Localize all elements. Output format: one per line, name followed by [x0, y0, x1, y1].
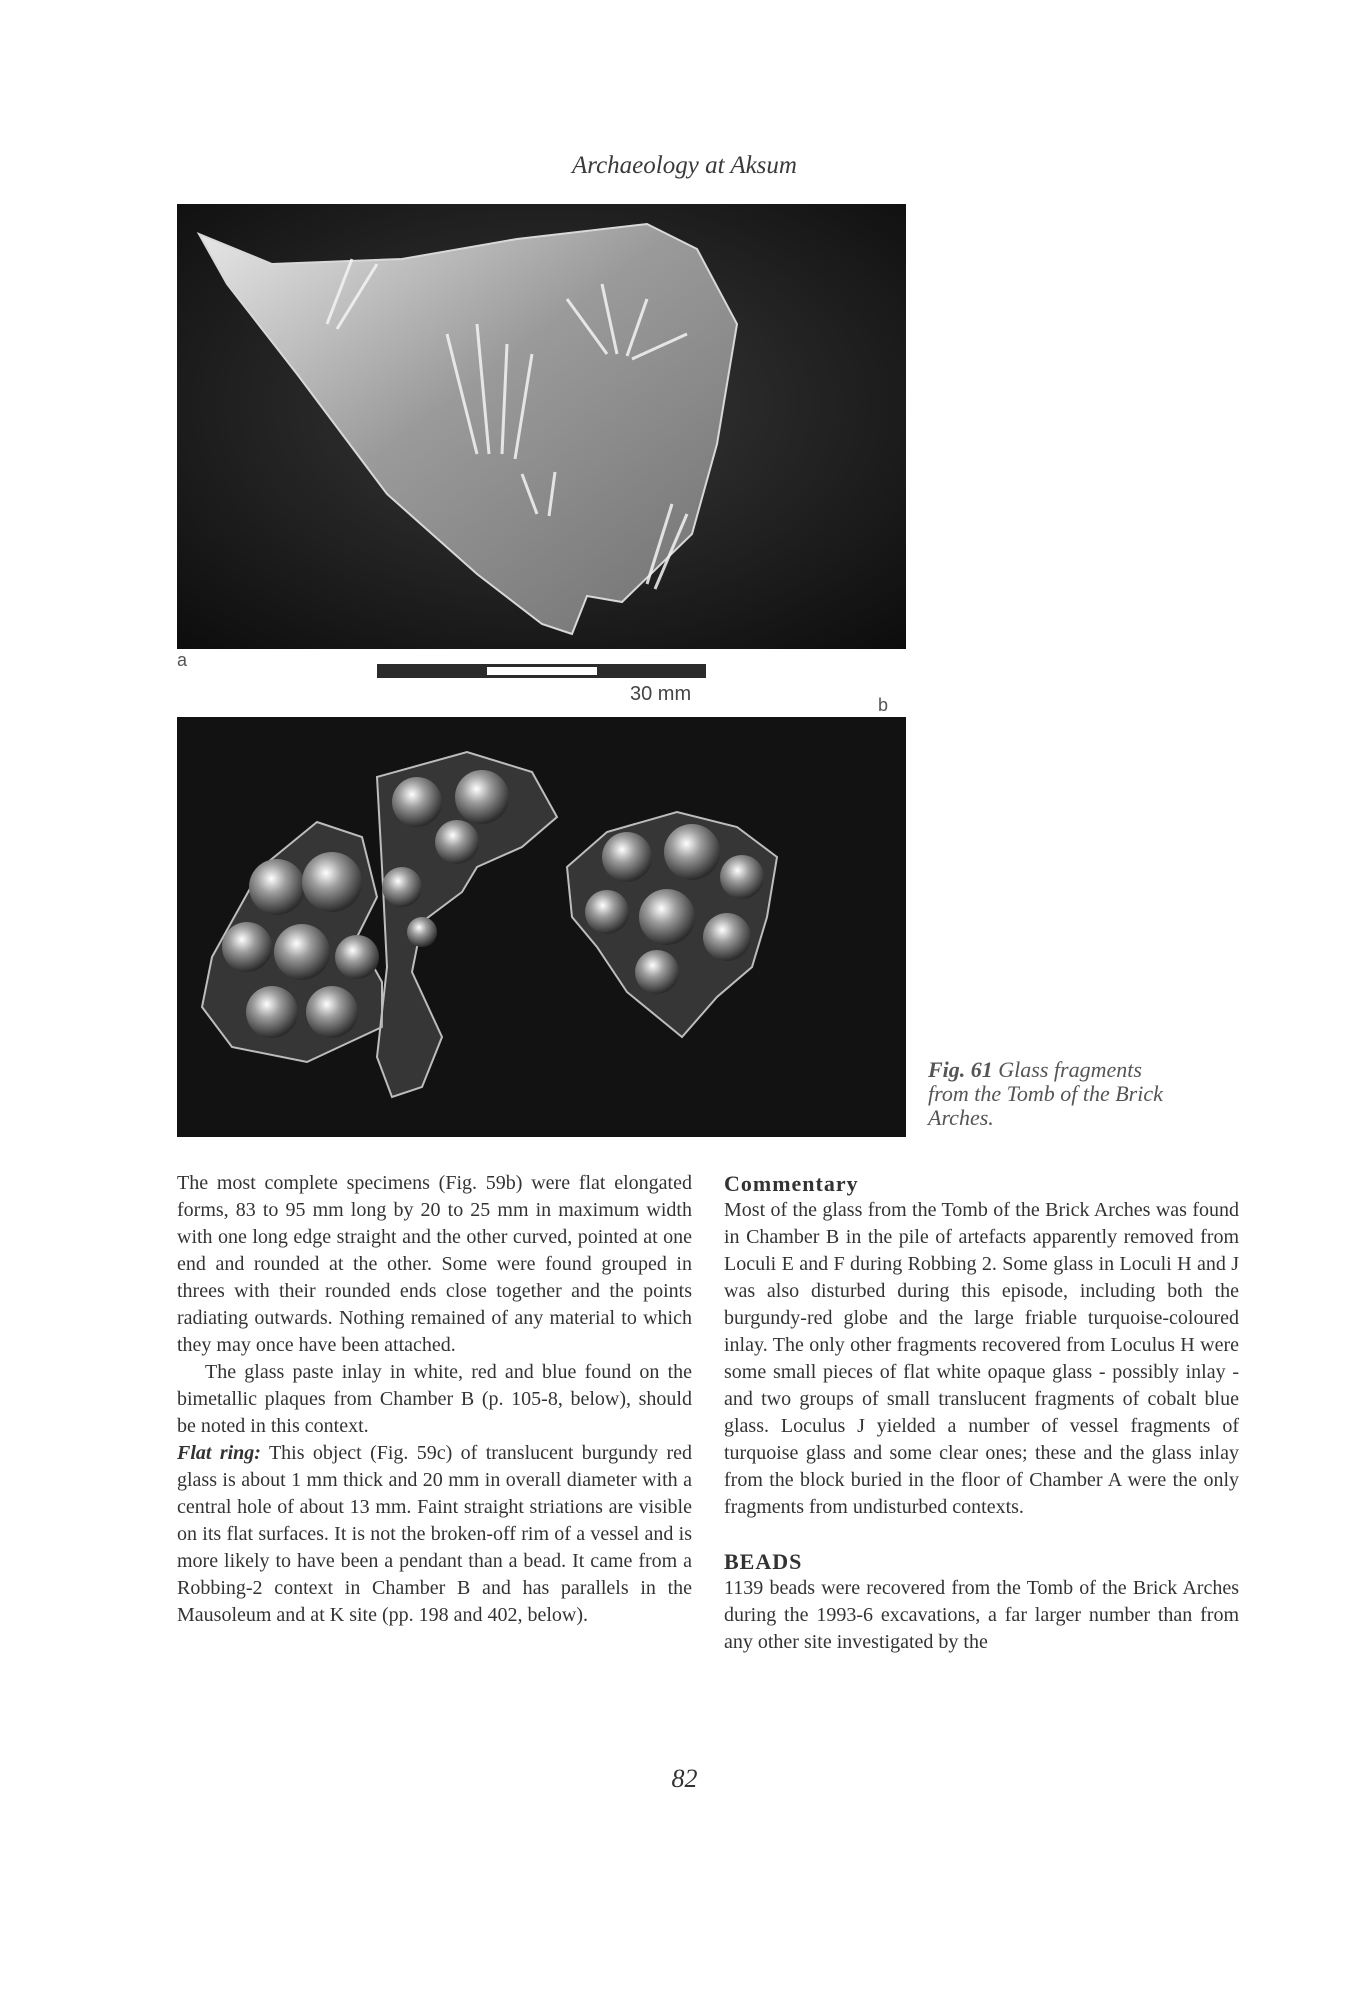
paragraph	[177, 1440, 692, 1629]
scale-bar	[377, 664, 706, 678]
figure-number: Fig. 61	[928, 1057, 993, 1082]
running-head: Archaeology at Aksum	[572, 152, 797, 179]
paragraph: The most complete specimens (Fig. 59b) were flat elongated forms, 83 to 95 mm long by 20 to 25 mm in maximum width with one long edge straight and the other curved, pointed at one end and rounded at the other. Some were found grouped in threes with their rounded ends close together and the points radiating outwards. Nothing remained of any material to which they may once have been attached.	[177, 1172, 692, 1356]
page-number: 82	[671, 1764, 698, 1793]
figure-caption-text: Glass fragments from the Tomb of the Brick Arches.	[928, 1057, 1163, 1130]
scale-label: 30 mm	[630, 683, 692, 705]
section-heading: Commentary	[724, 1171, 859, 1196]
paragraph-text: This object (Fig. 59c) of translucent burgundy red glass is about 1 mm thick and 20 mm in overall diameter with a central hole of about 13 mm. Faint straight striations are visible on its flat surfaces. It is not the broken-off rim of a vessel and is more likely to have been a pendant than a bead. It came from a Robbing-2 context in Chamber B and has parallels in the Mausoleum and at K site (pp. 198 and 402, below).	[177, 1442, 692, 1626]
paragraph: The glass paste inlay in white, red and blue found on the bimetallic plaques from Chamber B (p. 105-8, below), should be noted in this context.	[177, 1361, 692, 1437]
paragraph: Most of the glass from the Tomb of the Brick Arches was found in Chamber B in the pile of artefacts apparently removed from Loculi E and F during Robbing 2. Some glass in Loculi H and J was also disturbed during this episode, including both the burgundy-red globe and the large friable turquoise-coloured inlay. The only other fragments recovered from Loculus H were some small pieces of flat white opaque glass - possibly inlay - and two groups of small translucent fragments of cobalt blue glass. Loculus J yielded a number of vessel fragments of turquoise glass and some clear ones; these and the glass inlay from the block buried in the floor of Chamber A were the only fragments from undisturbed contexts.	[724, 1199, 1239, 1518]
glass-fragments-photo-b	[177, 717, 906, 1137]
panel-label-b: b	[878, 695, 889, 715]
right-column	[724, 1170, 1239, 1656]
left-column	[177, 1170, 692, 1629]
glass-fragment-photo-a	[177, 204, 906, 649]
panel-label-a: a	[177, 650, 188, 670]
paragraph: 1139 beads were recovered from the Tomb of the Brick Arches during the 1993-6 excavations, a far larger number than from any other site investigated by the	[724, 1577, 1239, 1653]
scale-bar-segment	[487, 667, 597, 675]
figure-caption	[928, 1058, 1188, 1130]
section-heading: BEADS	[724, 1549, 803, 1574]
run-in-heading: Flat ring:	[177, 1442, 261, 1464]
